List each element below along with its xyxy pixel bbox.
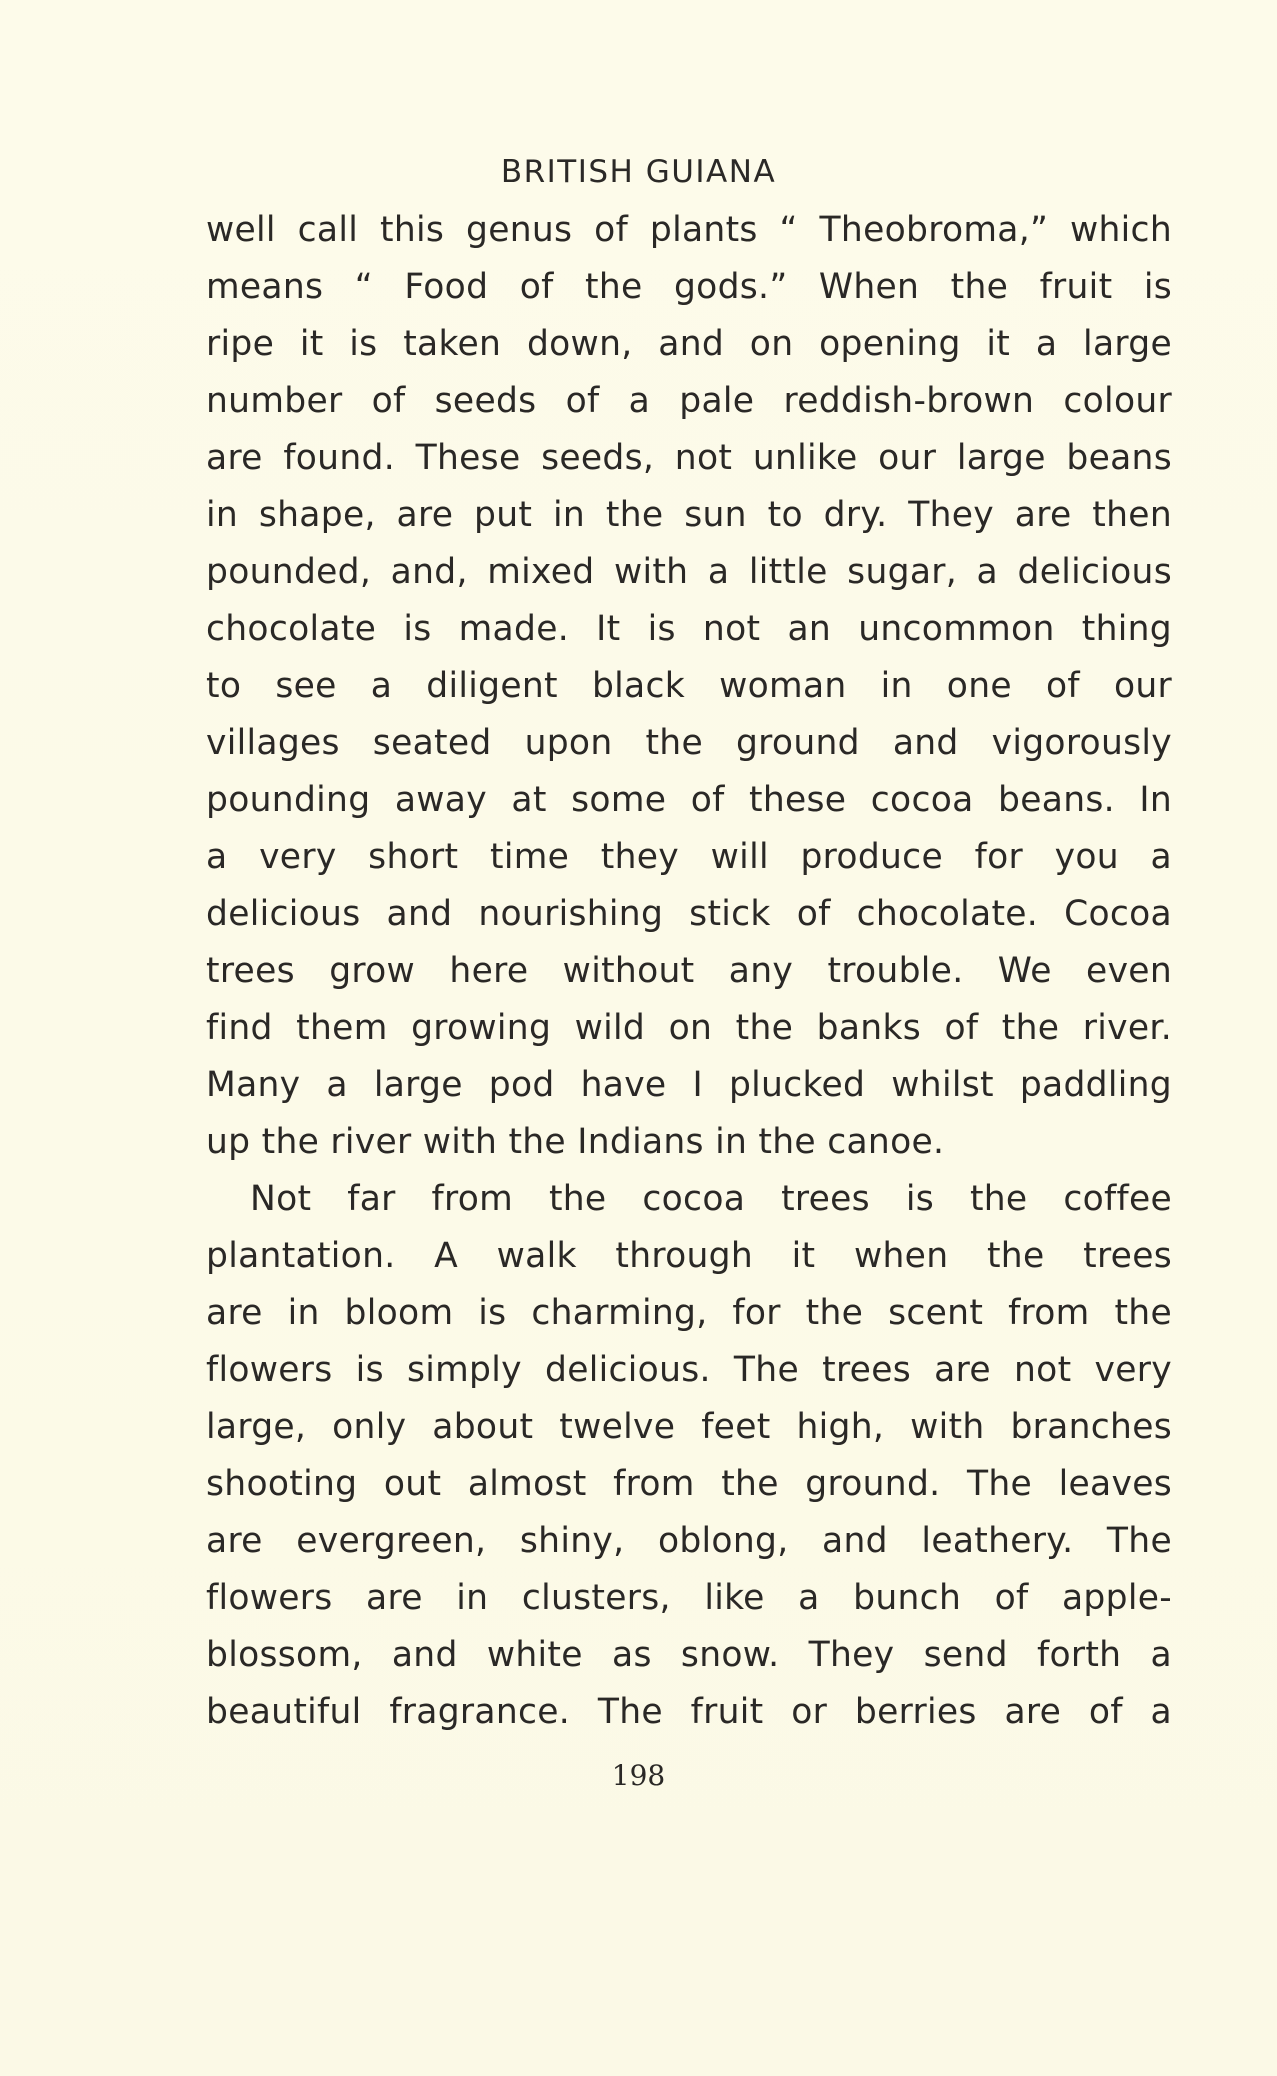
text-line: are in bloom is charming, for the scent from the	[206, 1293, 1172, 1333]
text-line: well call this genus of plants “ Theobroma,” which	[206, 210, 1172, 250]
text-line: trees grow here without any trouble. We even	[206, 951, 1172, 991]
text-line: pounded, and, mixed with a little sugar, a delicious	[206, 552, 1172, 592]
text-line: are found. These seeds, not unlike our large beans	[206, 438, 1172, 478]
body-text	[206, 202, 1172, 1741]
text-line: delicious and nourishing stick of chocolate. Cocoa	[206, 894, 1172, 934]
text-line: to see a diligent black woman in one of our	[206, 666, 1172, 706]
text-line: villages seated upon the ground and vigorously	[206, 723, 1172, 763]
page-number: 198	[611, 1759, 666, 1792]
text-line: pounding away at some of these cocoa beans. In	[206, 780, 1172, 820]
text-line: number of seeds of a pale reddish-brown colour	[206, 381, 1172, 421]
running-head: BRITISH GUIANA	[500, 154, 777, 190]
text-line: in shape, are put in the sun to dry. They are then	[206, 495, 1172, 535]
text-line: plantation. A walk through it when the trees	[206, 1236, 1172, 1276]
text-line: flowers is simply delicious. The trees are not very	[206, 1350, 1172, 1390]
text-line: blossom, and white as snow. They send forth a	[206, 1635, 1172, 1675]
text-line: shooting out almost from the ground. The leaves	[206, 1464, 1172, 1504]
paragraph-start-line: Not far from the cocoa trees is the coffee	[250, 1179, 1172, 1219]
text-line: chocolate is made. It is not an uncommon thing	[206, 609, 1172, 649]
text-line: find them growing wild on the banks of the river.	[206, 1008, 1172, 1048]
text-line: Many a large pod have I plucked whilst paddling	[206, 1065, 1172, 1105]
text-line: are evergreen, shiny, oblong, and leathery. The	[206, 1521, 1172, 1561]
text-line: flowers are in clusters, like a bunch of apple-	[206, 1578, 1172, 1618]
text-line: beautiful fragrance. The fruit or berries are of a	[206, 1692, 1172, 1732]
text-line: large, only about twelve feet high, with branches	[206, 1407, 1172, 1447]
paragraph-end-line: up the river with the Indians in the canoe.	[206, 1122, 945, 1162]
text-line: means “ Food of the gods.” When the fruit is	[206, 267, 1172, 307]
text-line: ripe it is taken down, and on opening it a large	[206, 324, 1172, 364]
text-line: a very short time they will produce for you a	[206, 837, 1172, 877]
